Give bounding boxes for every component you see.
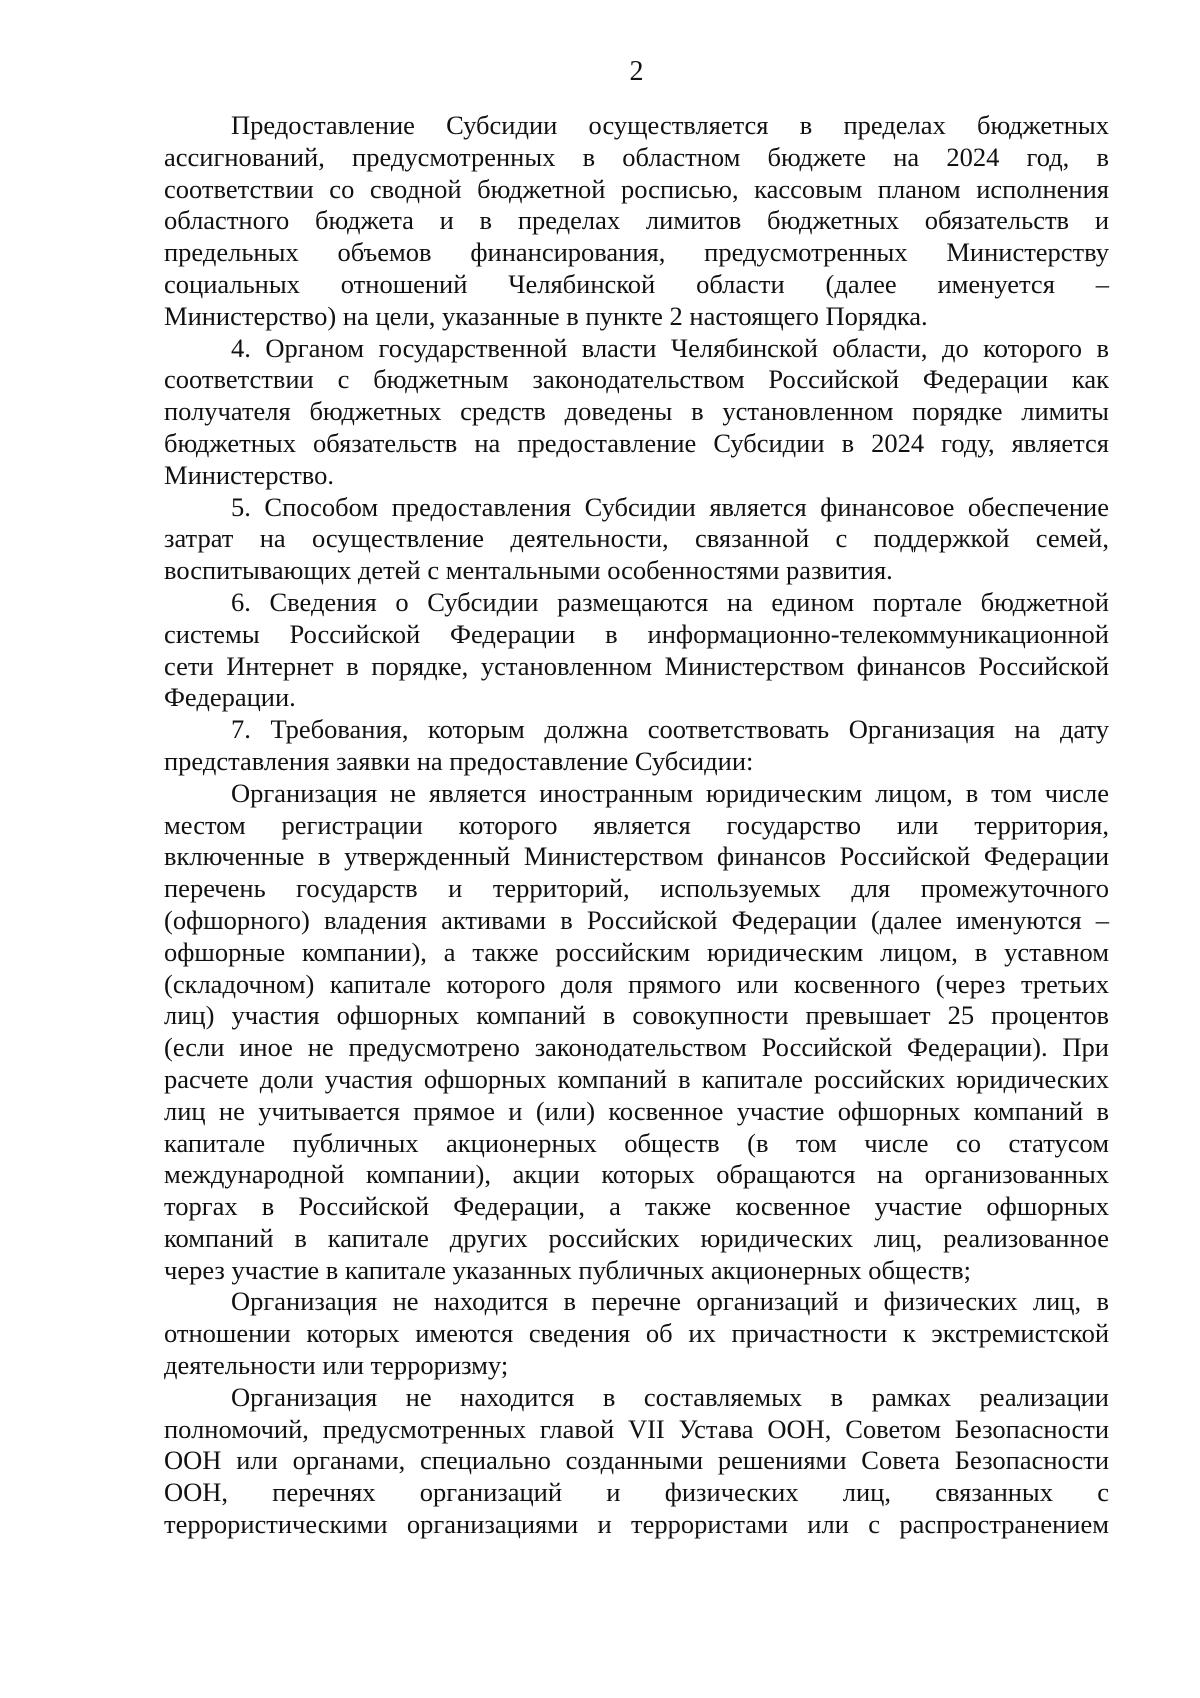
text-line: лиц не учитывается прямое и (или) косвенное участие офшорных компаний в xyxy=(164,1095,1109,1126)
text-line: (складочном) капитале которого доля прямого или косвенного (через третьих xyxy=(164,968,1109,999)
paragraph xyxy=(164,714,1109,778)
text-line: ООН или органами, специально созданными решениями Совета Безопасности xyxy=(164,1445,1109,1476)
text-line: предельных объемов финансирования, предусмотренных Министерству xyxy=(164,237,1109,268)
text-line: (если иное не предусмотрено законодательством Российской Федерации). При xyxy=(164,1032,1109,1063)
text-line: компаний в капитале других российских юридических лиц, реализованное xyxy=(164,1222,1109,1253)
text-line: Министерство) на цели, указанные в пункте 2 настоящего Порядка. xyxy=(164,300,928,331)
paragraph xyxy=(164,110,1109,333)
text-line: Организация не является иностранным юридическим лицом, в том числе xyxy=(231,777,1109,808)
text-line: бюджетных обязательств на предоставление Субсидии в 2024 году, является xyxy=(164,427,1109,458)
text-line: Предоставление Субсидии осуществляется в пределах бюджетных xyxy=(231,110,1109,140)
text-line: Федерации. xyxy=(164,682,296,713)
text-line: затрат на осуществление деятельности, связанной с поддержкой семей, xyxy=(164,523,1109,554)
text-line: 5. Способом предоставления Субсидии является финансовое обеспечение xyxy=(231,491,1109,522)
text-line: ООН, перечнях организаций и физических лиц, связанных с xyxy=(164,1477,1109,1508)
text-line: через участие в капитале указанных публичных акционерных обществ; xyxy=(164,1254,972,1285)
text-line: ассигнований, предусмотренных в областном бюджете на 2024 год, в xyxy=(164,141,1109,172)
paragraph xyxy=(164,492,1109,587)
text-line: получателя бюджетных средств доведены в установленном порядке лимиты xyxy=(164,396,1109,427)
text-line: 4. Органом государственной власти Челябинской области, до которого в xyxy=(231,332,1109,363)
text-line: 6. Сведения о Субсидии размещаются на едином портале бюджетной xyxy=(231,586,1109,617)
text-line: перечень государств и территорий, используемых для промежуточного xyxy=(164,873,1109,904)
text-line: торгах в Российской Федерации, а также косвенное участие офшорных xyxy=(164,1191,1109,1222)
text-line: системы Российской Федерации в информационно-телекоммуникационной xyxy=(164,618,1109,649)
paragraph xyxy=(164,587,1109,714)
text-line: Организация не находится в перечне организаций и физических лиц, в xyxy=(231,1286,1109,1317)
text-line: капитале публичных акционерных обществ (в том числе со статусом xyxy=(164,1127,1109,1158)
text-line: включенные в утвержденный Министерством финансов Российской Федерации xyxy=(164,841,1109,872)
text-line: Министерство. xyxy=(164,459,335,490)
text-line: соответствии со сводной бюджетной росписью, кассовым планом исполнения xyxy=(164,173,1109,204)
text-line: (офшорного) владения активами в Российской Федерации (далее именуются – xyxy=(164,904,1109,935)
text-line: соответствии с бюджетным законодательством Российской Федерации как xyxy=(164,364,1109,395)
text-line: расчете доли участия офшорных компаний в капитале российских юридических xyxy=(164,1063,1109,1094)
text-line: офшорные компании), а также российским юридическим лицом, в уставном xyxy=(164,936,1109,967)
text-line: сети Интернет в порядке, установленном Министерством финансов Российской xyxy=(164,650,1109,681)
text-line: международной компании), акции которых обращаются на организованных xyxy=(164,1159,1109,1190)
paragraph xyxy=(164,778,1109,1287)
page-number: 2 xyxy=(629,56,644,87)
document-body xyxy=(164,110,1109,1541)
paragraph xyxy=(164,1286,1109,1381)
text-line: полномочий, предусмотренных главой VII Устава ООН, Советом Безопасности xyxy=(164,1413,1109,1444)
text-line: отношении которых имеются сведения об их причастности к экстремистской xyxy=(164,1318,1109,1349)
text-line: Организация не находится в составляемых в рамках реализации xyxy=(231,1381,1109,1412)
text-line: областного бюджета и в пределах лимитов бюджетных обязательств и xyxy=(164,205,1109,236)
text-line: террористическими организациями и террористами или с распространением xyxy=(164,1509,1109,1540)
paragraph xyxy=(164,333,1109,492)
text-line: воспитывающих детей с ментальными особенностями развития. xyxy=(164,555,893,586)
text-line: 7. Требования, которым должна соответствовать Организация на дату xyxy=(231,714,1109,745)
text-line: местом регистрации которого является государство или территория, xyxy=(164,809,1109,840)
text-line: деятельности или терроризму; xyxy=(164,1350,509,1381)
paragraph xyxy=(164,1382,1109,1541)
text-line: лиц) участия офшорных компаний в совокупности превышает 25 процентов xyxy=(164,1000,1109,1031)
text-line: социальных отношений Челябинской области (далее именуется – xyxy=(164,268,1109,299)
text-line: представления заявки на предоставление Субсидии: xyxy=(164,745,754,776)
